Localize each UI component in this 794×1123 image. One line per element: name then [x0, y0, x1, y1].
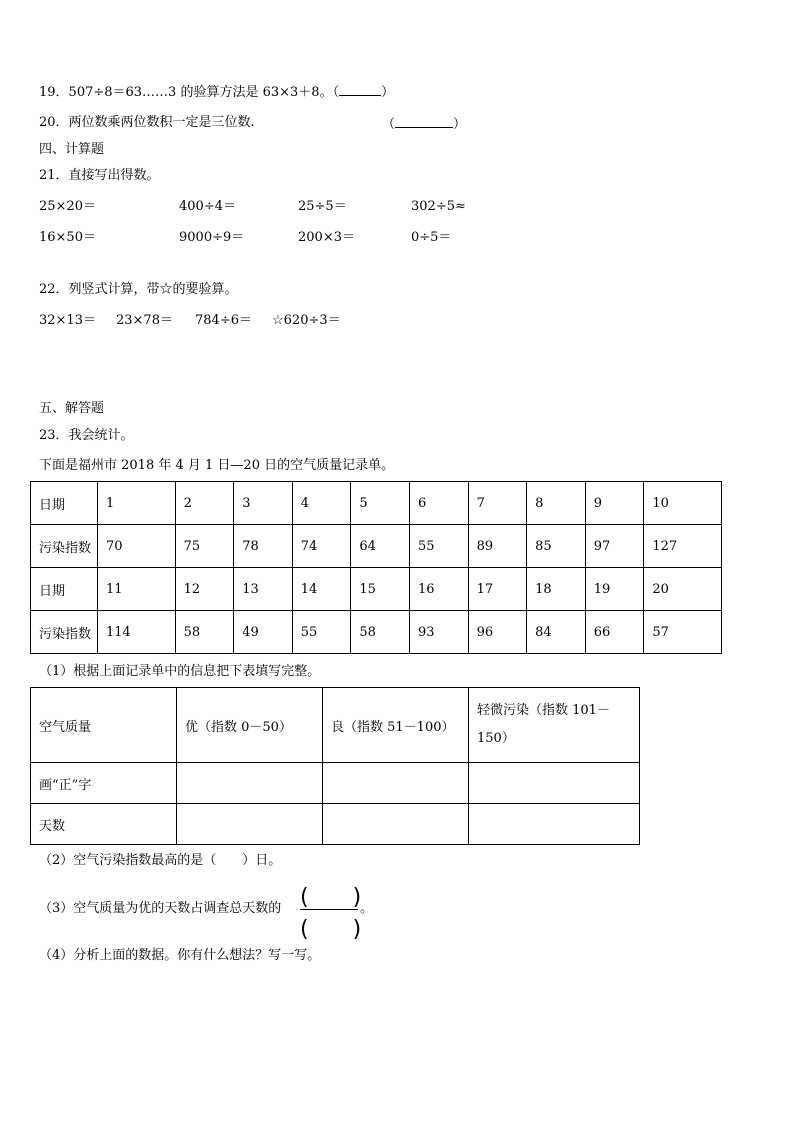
table-row: [31, 525, 722, 568]
table-cell: 89: [468, 525, 527, 568]
table-header: 优（指数 0－50）: [177, 688, 323, 763]
question-21-title: 21．直接写出得数。: [39, 168, 160, 183]
air-quality-tally-table: [30, 687, 640, 845]
table-cell: 66: [585, 611, 644, 654]
table-header: 空气质量: [31, 688, 177, 763]
table-cell: 1: [98, 482, 176, 525]
answer-cell[interactable]: [177, 804, 323, 845]
air-quality-record-table: [30, 481, 722, 654]
table-cell: 84: [527, 611, 586, 654]
table-cell: 70: [98, 525, 176, 568]
table-cell: 8: [527, 482, 586, 525]
answer-cell[interactable]: [469, 804, 640, 845]
question-20-text: 20．两位数乘两位数积一定是三位数.: [39, 115, 255, 130]
q21-item: 302÷5≈: [411, 199, 466, 214]
q22-item: 32×13＝: [39, 313, 96, 328]
fraction-denominator: ( ): [300, 917, 362, 942]
fraction-numerator: ( ): [300, 885, 362, 910]
table-cell: 污染指数: [31, 611, 98, 654]
sub-question-1: （1）根据上面记录单中的信息把下表填写完整。: [39, 664, 321, 679]
table-cell: 127: [644, 525, 722, 568]
sub-question-3-text: （3）空气质量为优的天数占调查总天数的: [39, 901, 282, 916]
table-row: [31, 763, 640, 804]
sub-question-4: （4）分析上面的数据。你有什么想法？写一写。: [39, 948, 321, 963]
q21-item: 0÷5＝: [411, 230, 452, 245]
table-cell: 污染指数: [31, 525, 98, 568]
q21-item: 9000÷9＝: [179, 230, 245, 245]
question-20-answer: [382, 114, 466, 134]
table-cell: 19: [585, 568, 644, 611]
section-4-heading: 四、计算题: [39, 142, 105, 157]
table-cell: 55: [409, 525, 468, 568]
question-20-open: （: [382, 117, 396, 132]
table-cell: 14: [292, 568, 351, 611]
question-23-intro: 下面是福州市 2018 年 4 月 1 日—20 日的空气质量记录单。: [39, 458, 395, 473]
sub-question-2: （2）空气污染指数最高的是（ ）日。: [39, 853, 282, 868]
table-cell: 55: [292, 611, 351, 654]
question-19: [39, 82, 394, 102]
q22-item: 784÷6＝: [195, 313, 252, 328]
table-cell: 5: [351, 482, 410, 525]
answer-cell[interactable]: [469, 763, 640, 804]
table-row: [31, 804, 640, 845]
table-cell: 7: [468, 482, 527, 525]
table-cell: 93: [409, 611, 468, 654]
question-23-title: 23．我会统计。: [39, 428, 134, 443]
table-cell: 97: [585, 525, 644, 568]
table-cell: 74: [292, 525, 351, 568]
table-cell: 13: [234, 568, 293, 611]
answer-cell[interactable]: [177, 763, 323, 804]
table-header: 良（指数 51－100）: [323, 688, 469, 763]
table-cell: 75: [175, 525, 234, 568]
table-cell: 58: [175, 611, 234, 654]
table-cell: 114: [98, 611, 176, 654]
table-cell: 16: [409, 568, 468, 611]
table-cell: 日期: [31, 568, 98, 611]
table-cell: 96: [468, 611, 527, 654]
table-header-row: [31, 688, 640, 763]
question-19-text: 19．507÷8＝63……3 的验算方法是 63×3＋8。（: [39, 85, 340, 100]
table-row-label: 天数: [31, 804, 177, 845]
answer-cell[interactable]: [323, 804, 469, 845]
q21-item: 400÷4＝: [179, 199, 236, 214]
table-cell: 64: [351, 525, 410, 568]
q22-item: 23×78＝: [116, 313, 173, 328]
table-row-label: 画“正”字: [31, 763, 177, 804]
table-cell: 日期: [31, 482, 98, 525]
table-row: [31, 611, 722, 654]
table-cell: 9: [585, 482, 644, 525]
question-22-title: 22．列竖式计算，带☆的要验算。: [39, 282, 238, 297]
table-cell: 78: [234, 525, 293, 568]
table-cell: 12: [175, 568, 234, 611]
answer-blank[interactable]: [395, 114, 453, 128]
table-cell: 3: [234, 482, 293, 525]
table-cell: 2: [175, 482, 234, 525]
table-cell: 10: [644, 482, 722, 525]
table-cell: 85: [527, 525, 586, 568]
section-5-heading: 五、解答题: [39, 401, 105, 416]
table-cell: 15: [351, 568, 410, 611]
table-cell: 17: [468, 568, 527, 611]
table-cell: 11: [98, 568, 176, 611]
q21-item: 16×50＝: [39, 230, 96, 245]
table-row: [31, 482, 722, 525]
answer-cell[interactable]: [323, 763, 469, 804]
table-header-line: 轻微污染（指数 101－: [477, 703, 610, 718]
table-cell: 18: [527, 568, 586, 611]
q22-item: ☆620÷3＝: [272, 313, 341, 328]
question-20: [39, 114, 255, 132]
q21-item: 200×3＝: [298, 230, 355, 245]
table-cell: 58: [351, 611, 410, 654]
sub-question-3-end: 。: [360, 901, 374, 916]
table-cell: 4: [292, 482, 351, 525]
q21-item: 25÷5＝: [298, 199, 347, 214]
q21-item: 25×20＝: [39, 199, 96, 214]
table-cell: 20: [644, 568, 722, 611]
table-header-line: 150）: [477, 731, 515, 746]
answer-blank[interactable]: [339, 82, 381, 96]
table-cell: 6: [409, 482, 468, 525]
table-row: [31, 568, 722, 611]
table-cell: 57: [644, 611, 722, 654]
table-header: [469, 688, 640, 763]
question-20-close: ）: [453, 117, 467, 132]
question-19-close: ）: [381, 85, 395, 100]
fraction-bar: [300, 909, 358, 910]
sub-question-3: [39, 900, 281, 918]
table-cell: 49: [234, 611, 293, 654]
fraction-blank[interactable]: [300, 882, 362, 942]
